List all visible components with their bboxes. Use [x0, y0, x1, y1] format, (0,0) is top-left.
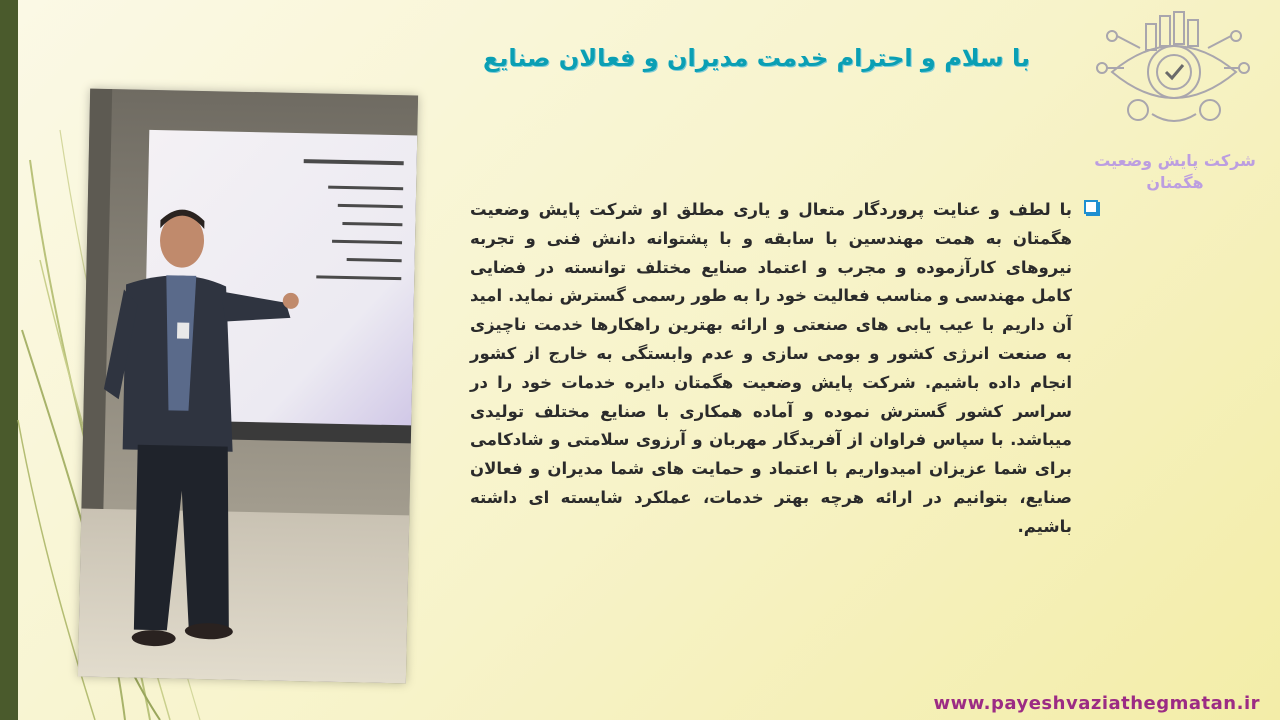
company-name-line2: هگمتان: [1146, 173, 1204, 192]
company-name: [1090, 150, 1260, 194]
checkbox-bullet-icon: [1084, 200, 1098, 214]
company-name-line1: شرکت پایش وضعیت: [1094, 151, 1256, 170]
presenter-photo-drawing: [78, 89, 418, 684]
eye-check-gear-logo-icon: [1094, 10, 1254, 135]
left-accent-strip: [0, 0, 18, 720]
slide-title: با سلام و احترام خدمت مدیران و فعالان صنایع: [482, 44, 1030, 72]
website-link[interactable]: www.payeshvaziathegmatan.ir: [933, 693, 1260, 714]
bullet-paragraph: با لطف و عنایت پروردگار متعال و یاری مطلق او شرکت پایش وضعیت هگمتان به همت مهندسین با سابقه و با پشتوانه دانش فنی و تجربه نیروهای کارآزموده و مجرب و اعتماد صنایع مختلف توانسته در فضایی کامل مهندسی و مناسب فعالیت خود را به طور رسمی گسترش نماید. امید آن داریم با عیب یابی های صنعتی و ارائه بهترین راهکارها خدمت ناچیزی به صنعت انرژی کشور و بومی سازی و عدم وابستگی به خارج از کشور انجام داده باشیم. شرکت پایش وضعیت هگمتان دایره خدمات خود را در سراسر کشور گسترش نموده و آماده همکاری با صنایع مختلف تولیدی میباشد. با سپاس فراوان از آفریدگار مهربان و آرزوی سلامتی و شادکامی برای شما عزیزان امیدواریم با اعتماد و حمایت های شما مدیران و فعالان صنایع، بتوانیم در ارائه هرچه بهتر خدمات، عملکرد شایسته ای داشته باشیم.: [470, 200, 1072, 536]
presenter-photo: [78, 89, 418, 684]
